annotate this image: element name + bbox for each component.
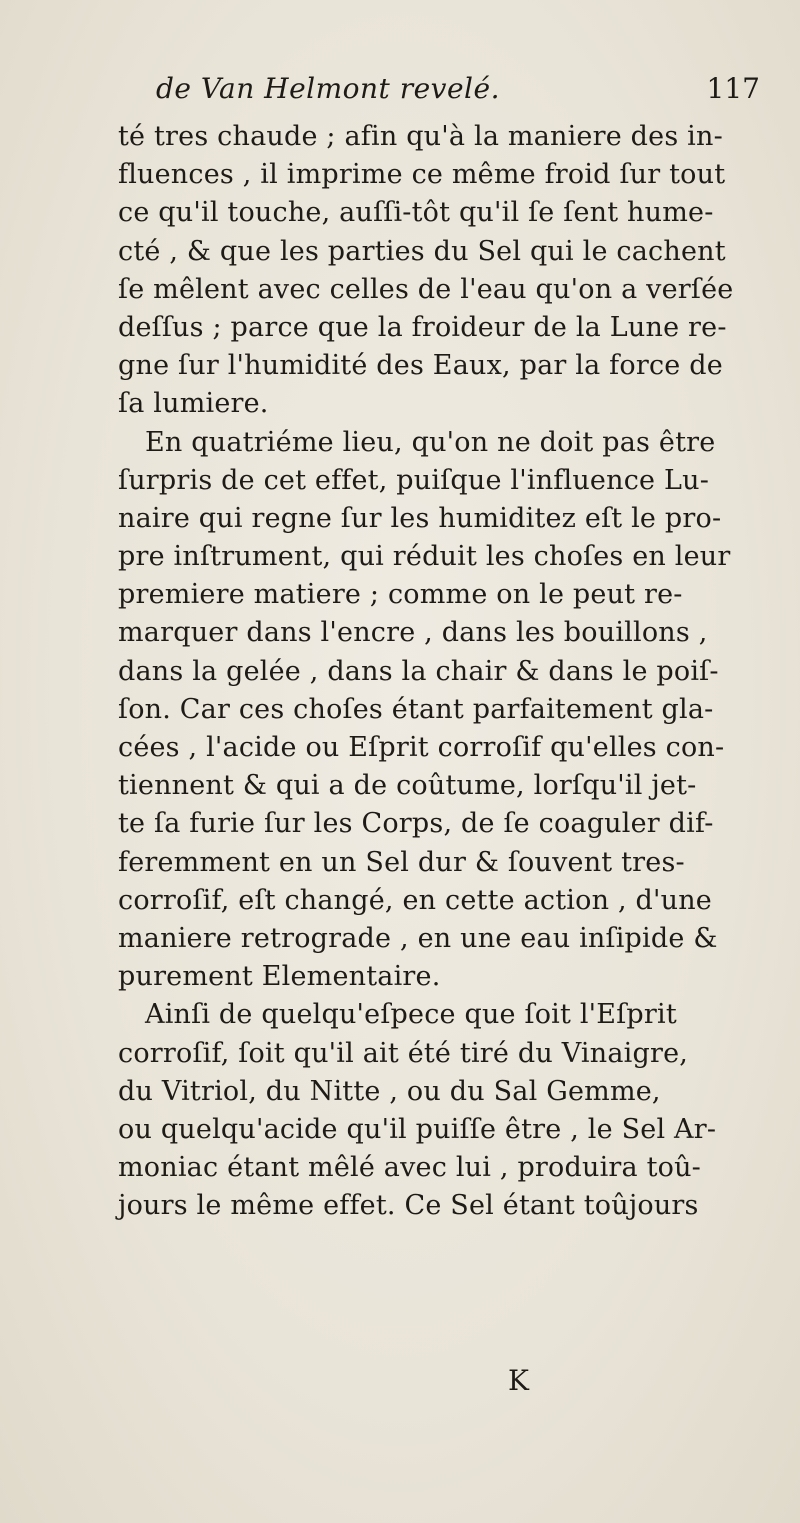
text-line: te ſa furie ſur les Corps, de ſe coaguler dif- — [118, 808, 714, 840]
text-line: feremment en un Sel dur & ſouvent tres- — [118, 846, 685, 878]
text-line: premiere matiere ; comme on le peut re- — [118, 579, 683, 611]
text-line: té tres chaude ; afin qu'à la maniere des in- — [118, 121, 723, 152]
text-line: ſon. Car ces choſes étant parfaitement gla- — [118, 693, 714, 725]
text-line: corroſif, ſoit qu'il ait été tiré du Vinaigre, — [118, 1037, 689, 1069]
text-line: cté , & que les parties du Sel qui le cachent — [118, 235, 726, 267]
text-line: dans la gelée , dans la chair & dans le poiſ- — [118, 655, 719, 687]
text-line: naire qui regne ſur les humiditez eſt le pro- — [118, 502, 722, 534]
running-head — [118, 72, 760, 116]
text-line: maniere retrograde , en une eau inſipide & — [118, 922, 718, 954]
text-line: du Vitriol, du Nitte , ou du Sal Gemme, — [118, 1075, 661, 1107]
text-line: deſſus ; parce que la froideur de la Lune re- — [118, 311, 727, 343]
text-line: marquer dans l'encre , dans les bouillons , — [118, 617, 708, 649]
text-line: jours le même effet. Ce Sel étant toûjours — [118, 1190, 699, 1222]
body-text — [118, 118, 760, 1225]
text-line: moniac étant mêlé avec lui , produira toû- — [118, 1152, 702, 1184]
text-line: gne ſur l'humidité des Eaux, par la force de — [118, 350, 723, 382]
text-line: ſurpris de cet effet, puiſque l'influence Lu- — [118, 464, 710, 496]
text-line: En quatriéme lieu, qu'on ne doit pas être — [145, 426, 716, 458]
text-line: Ainſi de quelqu'eſpece que ſoit l'Eſprit — [145, 999, 677, 1031]
running-title: de Van Helmont revelé. — [156, 72, 500, 105]
text-line: corroſif, eſt changé, en cette action , d'une — [118, 884, 712, 916]
text-line: ou quelqu'acide qu'il puiſſe être , le Sel Ar- — [118, 1113, 717, 1145]
text-line: purement Elementaire. — [118, 961, 441, 993]
signature-mark: K — [508, 1364, 529, 1397]
text-line: cées , l'acide ou Eſprit corroſif qu'elles con- — [118, 732, 725, 763]
text-line: fluences , il imprime ce même froid ſur tout — [118, 159, 726, 191]
text-line: ſa lumiere. — [118, 388, 269, 420]
text-line: tiennent & qui a de coûtume, lorſqu'il jet- — [118, 770, 697, 802]
text-line: ce qu'il touche, auſſi-tôt qu'il ſe ſent hume- — [118, 197, 714, 229]
page-number: 117 — [706, 72, 760, 105]
text-line: ſe mêlent avec celles de l'eau qu'on a verſée — [118, 273, 734, 305]
text-line: pre inſtrument, qui réduit les choſes en leur — [118, 541, 731, 573]
